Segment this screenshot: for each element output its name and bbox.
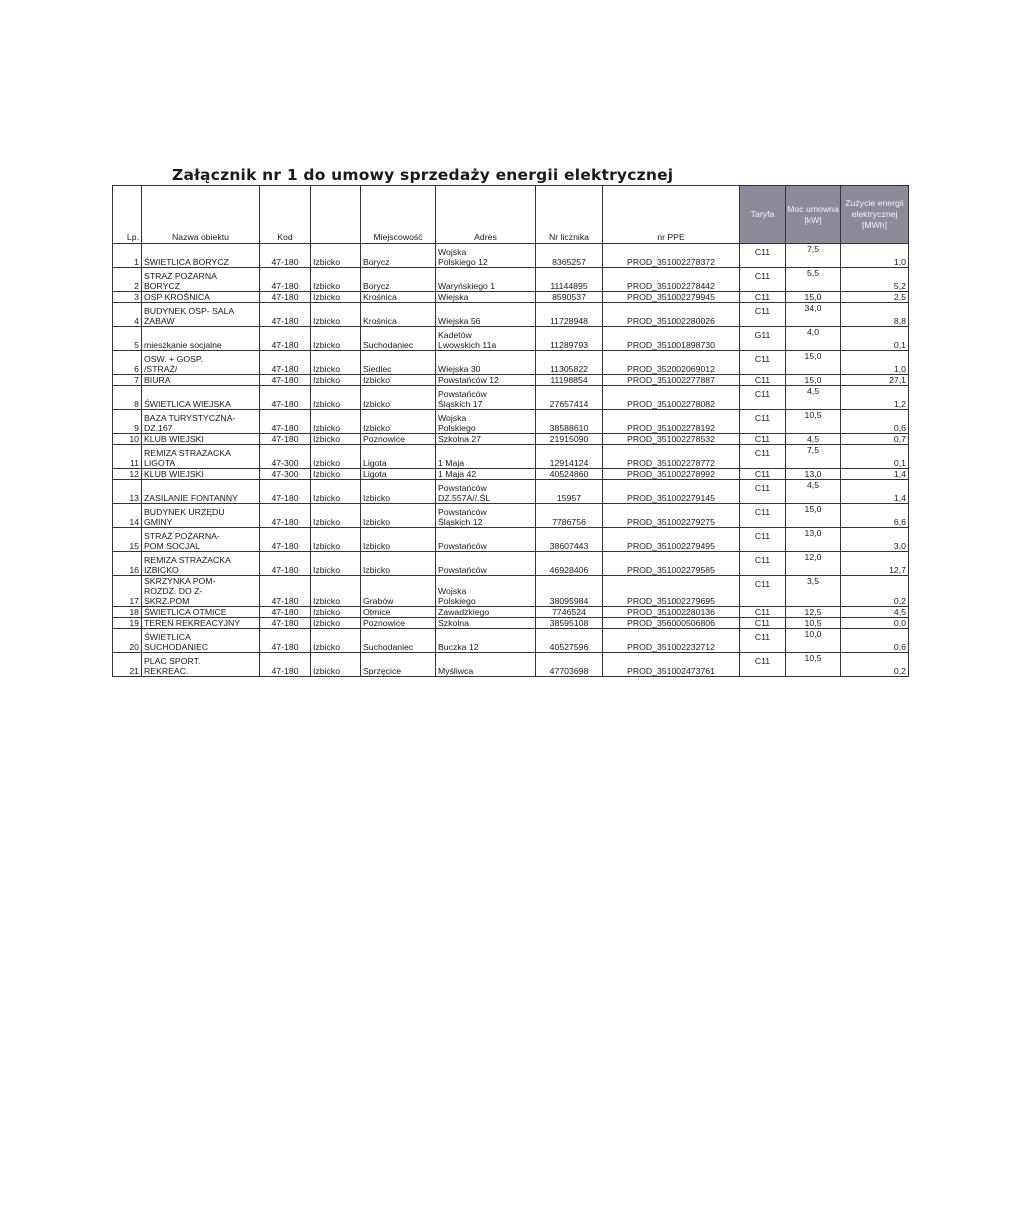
cell-name: SKRZYNKA POM- ROZDZ. DO Z- SKRZ.POM xyxy=(142,576,260,607)
cell-code: 47-180 xyxy=(260,434,311,445)
cell-address: Powstańców xyxy=(436,552,536,576)
cell-ppe: PROD_351002280026 xyxy=(603,303,740,327)
cell-post: Izbicko xyxy=(311,629,361,653)
cell-post: Izbicko xyxy=(311,410,361,434)
cell-ppe: PROD_351002279585 xyxy=(603,552,740,576)
cell-lp: 1 xyxy=(113,244,142,268)
cell-post: Izbicko xyxy=(311,653,361,677)
cell-meter: 46928406 xyxy=(536,552,603,576)
cell-power: 12,0 xyxy=(786,552,841,576)
cell-lp: 2 xyxy=(113,268,142,292)
header-code: Kod xyxy=(260,186,311,244)
cell-usage: 3,0 xyxy=(841,528,909,552)
table-row xyxy=(113,480,909,504)
cell-city: Ligota xyxy=(361,445,436,469)
cell-meter: 8590537 xyxy=(536,292,603,303)
cell-meter: 27657414 xyxy=(536,386,603,410)
cell-post: Izbicko xyxy=(311,327,361,351)
cell-address: Szkolna 27 xyxy=(436,434,536,445)
cell-address: Powstańców 12 xyxy=(436,375,536,386)
cell-power: 7,5 xyxy=(786,244,841,268)
cell-power: 4,5 xyxy=(786,480,841,504)
cell-tariff: C11 xyxy=(740,292,786,303)
cell-power: 10,5 xyxy=(786,410,841,434)
cell-usage: 0,1 xyxy=(841,327,909,351)
page-title: Załącznik nr 1 do umowy sprzedaży energii elektrycznej xyxy=(172,166,674,184)
cell-code: 47-180 xyxy=(260,327,311,351)
table-row xyxy=(113,268,909,292)
table-row xyxy=(113,629,909,653)
cell-code: 47-180 xyxy=(260,618,311,629)
cell-meter: 38588610 xyxy=(536,410,603,434)
cell-name: STRAŻ POŻARNA BORYCZ xyxy=(142,268,260,292)
cell-lp: 6 xyxy=(113,351,142,375)
cell-usage: 2,5 xyxy=(841,292,909,303)
cell-post: Izbicko xyxy=(311,552,361,576)
cell-code: 47-180 xyxy=(260,303,311,327)
table-row xyxy=(113,445,909,469)
cell-city: Sprzęcice xyxy=(361,653,436,677)
cell-ppe: PROD_351002278372 xyxy=(603,244,740,268)
table-row xyxy=(113,434,909,445)
cell-ppe: PROD_351002278992 xyxy=(603,469,740,480)
cell-post: Izbicko xyxy=(311,528,361,552)
cell-code: 47-300 xyxy=(260,469,311,480)
cell-usage: 0,7 xyxy=(841,434,909,445)
cell-address: Powstańców Śląskich 17 xyxy=(436,386,536,410)
table-row xyxy=(113,504,909,528)
cell-code: 47-300 xyxy=(260,445,311,469)
cell-post: Izbicko xyxy=(311,375,361,386)
cell-meter: 11305822 xyxy=(536,351,603,375)
cell-code: 47-180 xyxy=(260,629,311,653)
cell-meter: 8365257 xyxy=(536,244,603,268)
cell-power: 3,5 xyxy=(786,576,841,607)
cell-lp: 9 xyxy=(113,410,142,434)
cell-post: Izbicko xyxy=(311,351,361,375)
cell-name: STRAŻ POŻARNA- POM SOCJAL xyxy=(142,528,260,552)
cell-city: Borycz xyxy=(361,268,436,292)
cell-city: Poznowice xyxy=(361,618,436,629)
cell-lp: 3 xyxy=(113,292,142,303)
header-ppe: nr PPE xyxy=(603,186,740,244)
table-row xyxy=(113,618,909,629)
cell-name: BIURA xyxy=(142,375,260,386)
cell-post: Izbicko xyxy=(311,445,361,469)
cell-code: 47-180 xyxy=(260,607,311,618)
cell-tariff: C11 xyxy=(740,629,786,653)
cell-address: Wojska Polskiego 12 xyxy=(436,244,536,268)
table-row xyxy=(113,303,909,327)
cell-lp: 17 xyxy=(113,576,142,607)
cell-code: 47-180 xyxy=(260,528,311,552)
cell-power: 13,0 xyxy=(786,528,841,552)
cell-code: 47-180 xyxy=(260,268,311,292)
cell-power: 4,0 xyxy=(786,327,841,351)
cell-usage: 8,8 xyxy=(841,303,909,327)
cell-city: Izbicko xyxy=(361,480,436,504)
table-row xyxy=(113,552,909,576)
cell-ppe: PROD_351002280136 xyxy=(603,607,740,618)
cell-code: 47-180 xyxy=(260,480,311,504)
cell-meter: 47703698 xyxy=(536,653,603,677)
cell-meter: 15957 xyxy=(536,480,603,504)
cell-city: Izbicko xyxy=(361,386,436,410)
cell-city: Krośnica xyxy=(361,303,436,327)
cell-address: Waryńskiego 1 xyxy=(436,268,536,292)
table-row xyxy=(113,292,909,303)
cell-address: Kadetów Lwowskich 11a xyxy=(436,327,536,351)
cell-power: 15,0 xyxy=(786,375,841,386)
cell-usage: 27,1 xyxy=(841,375,909,386)
cell-usage: 0,6 xyxy=(841,629,909,653)
cell-power: 4,5 xyxy=(786,434,841,445)
cell-tariff: C11 xyxy=(740,653,786,677)
cell-lp: 19 xyxy=(113,618,142,629)
cell-usage: 1,4 xyxy=(841,480,909,504)
cell-power: 13,0 xyxy=(786,469,841,480)
cell-city: Ligota xyxy=(361,469,436,480)
cell-name: ŚWIETLICA OTMICE xyxy=(142,607,260,618)
table-row xyxy=(113,607,909,618)
header-tariff: Taryfa xyxy=(740,186,786,244)
cell-name: ZASILANIE FONTANNY xyxy=(142,480,260,504)
cell-city: Suchodaniec xyxy=(361,629,436,653)
cell-ppe: PROD_351002277887 xyxy=(603,375,740,386)
cell-lp: 11 xyxy=(113,445,142,469)
cell-ppe: PROD_351002279945 xyxy=(603,292,740,303)
cell-code: 47-180 xyxy=(260,351,311,375)
table-row xyxy=(113,528,909,552)
cell-usage: 0,0 xyxy=(841,618,909,629)
cell-name: OSP KROŚNICA xyxy=(142,292,260,303)
cell-city: Izbicko xyxy=(361,528,436,552)
cell-code: 47-180 xyxy=(260,386,311,410)
cell-usage: 5,2 xyxy=(841,268,909,292)
cell-name: BUDYNEK URZĘDU GMINY xyxy=(142,504,260,528)
cell-post: Izbicko xyxy=(311,292,361,303)
cell-power: 7,5 xyxy=(786,445,841,469)
cell-meter: 40524860 xyxy=(536,469,603,480)
header-name: Nazwa obiektu xyxy=(142,186,260,244)
cell-post: Izbicko xyxy=(311,469,361,480)
cell-city: Izbicko xyxy=(361,375,436,386)
cell-usage: 0,1 xyxy=(841,445,909,469)
cell-ppe: PROD_351001898730 xyxy=(603,327,740,351)
cell-power: 4,5 xyxy=(786,386,841,410)
cell-usage: 1,0 xyxy=(841,244,909,268)
table-row xyxy=(113,386,909,410)
table-row xyxy=(113,375,909,386)
table-row xyxy=(113,469,909,480)
cell-lp: 4 xyxy=(113,303,142,327)
cell-tariff: C11 xyxy=(740,268,786,292)
table-header-row xyxy=(113,186,909,244)
cell-address: Powstańców DZ.557A//.ŚL xyxy=(436,480,536,504)
cell-ppe: PROD_351002278442 xyxy=(603,268,740,292)
cell-lp: 21 xyxy=(113,653,142,677)
cell-meter: 21915090 xyxy=(536,434,603,445)
cell-post: Izbicko xyxy=(311,480,361,504)
cell-meter: 12914124 xyxy=(536,445,603,469)
cell-city: Grabów xyxy=(361,576,436,607)
header-city: Miejscowość xyxy=(361,186,436,244)
cell-address: Wojska Polskiego xyxy=(436,576,536,607)
cell-name: mieszkanie socjalne xyxy=(142,327,260,351)
cell-post: Izbicko xyxy=(311,504,361,528)
cell-address: Wiejska 56 xyxy=(436,303,536,327)
cell-ppe: PROD_351002278192 xyxy=(603,410,740,434)
cell-code: 47-180 xyxy=(260,375,311,386)
cell-lp: 7 xyxy=(113,375,142,386)
cell-post: Izbicko xyxy=(311,386,361,410)
cell-name: REMIZA STRAŻACKA IZBICKO xyxy=(142,552,260,576)
cell-address: Wiejska 30 xyxy=(436,351,536,375)
cell-code: 47-180 xyxy=(260,410,311,434)
cell-lp: 5 xyxy=(113,327,142,351)
cell-lp: 20 xyxy=(113,629,142,653)
cell-tariff: G11 xyxy=(740,327,786,351)
cell-code: 47-180 xyxy=(260,576,311,607)
cell-lp: 16 xyxy=(113,552,142,576)
cell-name: REMIZA STRAŻACKA LIGOTA xyxy=(142,445,260,469)
cell-usage: 4,5 xyxy=(841,607,909,618)
cell-power: 10,5 xyxy=(786,653,841,677)
cell-address: Wojska Polskiego xyxy=(436,410,536,434)
cell-power: 15,0 xyxy=(786,504,841,528)
cell-tariff: C11 xyxy=(740,434,786,445)
cell-ppe: PROD_351002279145 xyxy=(603,480,740,504)
cell-name: OSW. + GOSP. /STRAŻ/ xyxy=(142,351,260,375)
cell-lp: 18 xyxy=(113,607,142,618)
cell-power: 5,5 xyxy=(786,268,841,292)
cell-tariff: C11 xyxy=(740,469,786,480)
cell-code: 47-180 xyxy=(260,292,311,303)
cell-post: Izbicko xyxy=(311,244,361,268)
cell-usage: 6,6 xyxy=(841,504,909,528)
cell-post: Izbicko xyxy=(311,576,361,607)
cell-power: 15,0 xyxy=(786,292,841,303)
cell-tariff: C11 xyxy=(740,244,786,268)
cell-city: Otmice xyxy=(361,607,436,618)
cell-ppe: PROD_351002279695 xyxy=(603,576,740,607)
cell-address: Zawadzkiego xyxy=(436,607,536,618)
cell-name: ŚWIETLICA SUCHODANIEC xyxy=(142,629,260,653)
cell-meter: 40527596 xyxy=(536,629,603,653)
cell-power: 10,0 xyxy=(786,629,841,653)
cell-code: 47-180 xyxy=(260,552,311,576)
cell-name: KLUB WIEJSKI xyxy=(142,469,260,480)
cell-address: Buczka 12 xyxy=(436,629,536,653)
table-row xyxy=(113,653,909,677)
cell-ppe: PROD_356000506806 xyxy=(603,618,740,629)
cell-ppe: PROD_351002279275 xyxy=(603,504,740,528)
cell-usage: 1,4 xyxy=(841,469,909,480)
cell-lp: 10 xyxy=(113,434,142,445)
header-usage: Zużycie energii elektrycznej [MWh] xyxy=(841,186,909,244)
cell-lp: 15 xyxy=(113,528,142,552)
cell-post: Izbicko xyxy=(311,607,361,618)
cell-address: Wiejska xyxy=(436,292,536,303)
cell-meter: 7786756 xyxy=(536,504,603,528)
cell-address: 1 Maja xyxy=(436,445,536,469)
energy-points-table xyxy=(112,185,909,677)
table-row xyxy=(113,576,909,607)
cell-address: Powstańców Śląskich 12 xyxy=(436,504,536,528)
cell-meter: 7746524 xyxy=(536,607,603,618)
cell-ppe: PROD_351002473761 xyxy=(603,653,740,677)
cell-name: ŚWIETLICA BORYCZ xyxy=(142,244,260,268)
cell-post: Izbicko xyxy=(311,618,361,629)
cell-lp: 14 xyxy=(113,504,142,528)
cell-meter: 38595108 xyxy=(536,618,603,629)
cell-lp: 8 xyxy=(113,386,142,410)
cell-tariff: C11 xyxy=(740,410,786,434)
cell-address: 1 Maja 42 xyxy=(436,469,536,480)
cell-meter: 11289793 xyxy=(536,327,603,351)
header-address: Adres xyxy=(436,186,536,244)
cell-power: 34,0 xyxy=(786,303,841,327)
cell-power: 10,5 xyxy=(786,618,841,629)
cell-lp: 12 xyxy=(113,469,142,480)
cell-post: Izbicko xyxy=(311,303,361,327)
cell-lp: 13 xyxy=(113,480,142,504)
cell-post: Izbicko xyxy=(311,434,361,445)
cell-name: BAZA TURYSTYCZNA- DZ.167 xyxy=(142,410,260,434)
cell-usage: 0,6 xyxy=(841,410,909,434)
cell-usage: 1,0 xyxy=(841,351,909,375)
cell-tariff: C11 xyxy=(740,375,786,386)
cell-city: Siedlec xyxy=(361,351,436,375)
header-power: Moc umowna [kW] xyxy=(786,186,841,244)
cell-code: 47-180 xyxy=(260,504,311,528)
cell-city: Borycz xyxy=(361,244,436,268)
cell-meter: 38607443 xyxy=(536,528,603,552)
cell-usage: 0,2 xyxy=(841,576,909,607)
cell-ppe: PROD_351002279495 xyxy=(603,528,740,552)
table-row xyxy=(113,351,909,375)
cell-address: Powstańców xyxy=(436,528,536,552)
cell-tariff: C11 xyxy=(740,576,786,607)
cell-tariff: C11 xyxy=(740,528,786,552)
cell-tariff: C11 xyxy=(740,504,786,528)
cell-city: Izbicko xyxy=(361,552,436,576)
cell-ppe: PROD_351002278772 xyxy=(603,445,740,469)
cell-name: BUDYNEK OSP- SALA ZABAW xyxy=(142,303,260,327)
cell-usage: 12,7 xyxy=(841,552,909,576)
cell-city: Izbicko xyxy=(361,410,436,434)
cell-ppe: PROD_351002278532 xyxy=(603,434,740,445)
cell-meter: 11144895 xyxy=(536,268,603,292)
table-row xyxy=(113,244,909,268)
cell-power: 15,0 xyxy=(786,351,841,375)
cell-tariff: C11 xyxy=(740,552,786,576)
cell-ppe: PROD_352002069012 xyxy=(603,351,740,375)
cell-city: Suchodaniec xyxy=(361,327,436,351)
cell-name: PLAC SPORT. REKREAC. xyxy=(142,653,260,677)
cell-meter: 11728948 xyxy=(536,303,603,327)
cell-meter: 38095984 xyxy=(536,576,603,607)
cell-tariff: C11 xyxy=(740,445,786,469)
cell-ppe: PROD_351002232712 xyxy=(603,629,740,653)
cell-address: Myśliwca xyxy=(436,653,536,677)
cell-tariff: C11 xyxy=(740,607,786,618)
cell-power: 12,5 xyxy=(786,607,841,618)
cell-ppe: PROD_351002278082 xyxy=(603,386,740,410)
header-lp: Lp. xyxy=(113,186,142,244)
cell-tariff: C11 xyxy=(740,618,786,629)
cell-tariff: C11 xyxy=(740,386,786,410)
cell-tariff: C11 xyxy=(740,480,786,504)
cell-tariff: C11 xyxy=(740,351,786,375)
cell-code: 47-180 xyxy=(260,244,311,268)
cell-meter: 11198854 xyxy=(536,375,603,386)
cell-post: Izbicko xyxy=(311,268,361,292)
cell-usage: 1,2 xyxy=(841,386,909,410)
cell-usage: 0,2 xyxy=(841,653,909,677)
table-row xyxy=(113,327,909,351)
cell-name: TEREN REKREACYJNY xyxy=(142,618,260,629)
cell-address: Szkolna xyxy=(436,618,536,629)
header-meter: Nr licznika xyxy=(536,186,603,244)
cell-name: KLUB WIEJSKI xyxy=(142,434,260,445)
header-post xyxy=(311,186,361,244)
cell-name: ŚWIETLICA WIEJSKA xyxy=(142,386,260,410)
table-row xyxy=(113,410,909,434)
cell-city: Krośnica xyxy=(361,292,436,303)
cell-city: Poznowice xyxy=(361,434,436,445)
cell-city: Izbicko xyxy=(361,504,436,528)
cell-code: 47-180 xyxy=(260,653,311,677)
cell-tariff: C11 xyxy=(740,303,786,327)
